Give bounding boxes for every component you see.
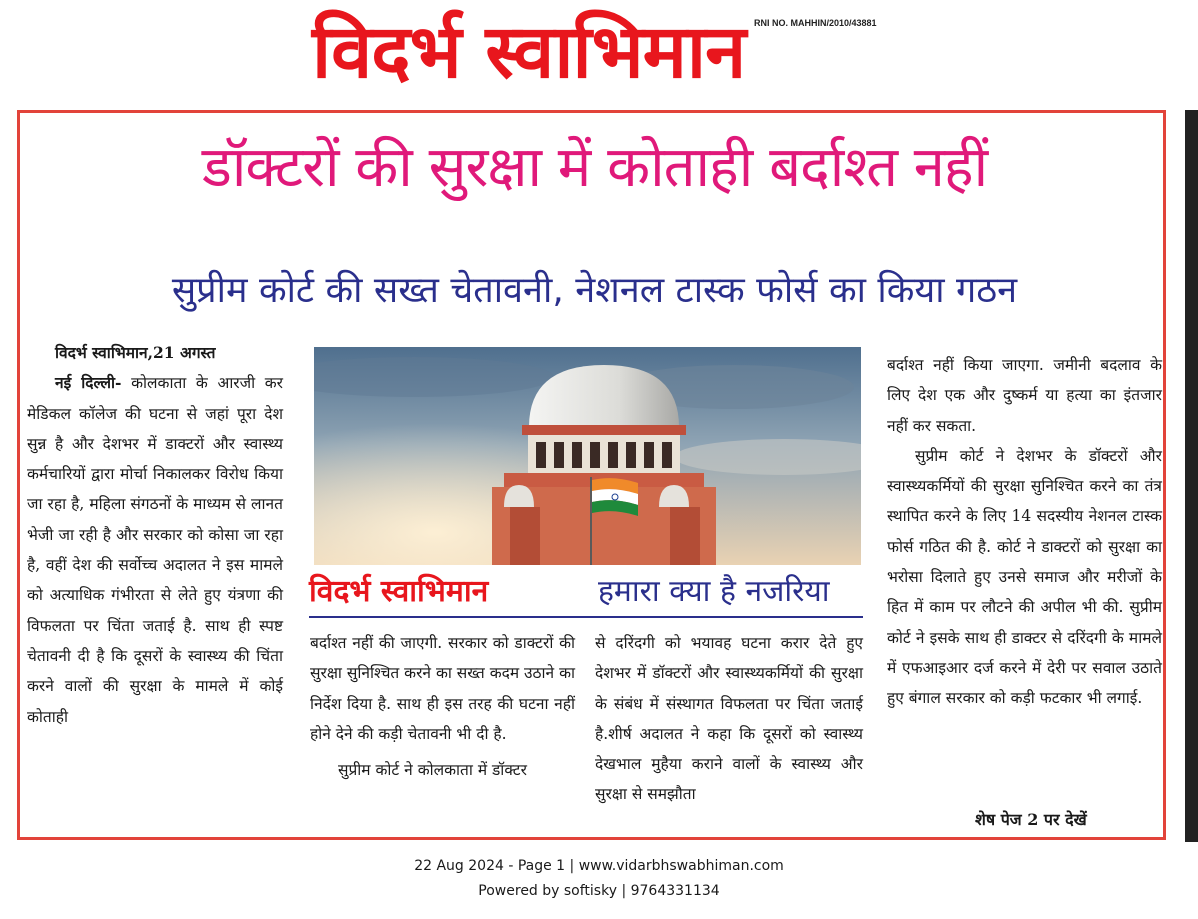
article-column-3 (595, 628, 863, 810)
column-1-body: कोलकाता के आरजी कर मेडिकल कॉलेज की घटना से जहां पूरा देश सुन्न है और देशभर में डाक्टरों और स्वास्थ्य कर्मचारियों द्वारा मोर्चा निकालकर विरोध किया जा रहा है, महिला संगठनों के माध्यम से लानत भेजी जा रही है और सरकार को कोसा जा रहा है, वहीं देश की सर्वोच्च अदालत ने इस मामले को अत्याधिक गंभीरता से लेते हुए यंत्रणा की विफलता पर चिंता जताई है. साथ ही स्पष्ट चेतावनी दी है कि दूसरों के स्वास्थ्य की चिंता करने वालों की सुरक्षा के मामले में कोई कोताही (27, 374, 283, 726)
column-2-paragraph-1: बर्दाश्त नहीं की जाएगी. सरकार को डाक्टरों की सुरक्षा सुनिश्चित करने का सख्त कदम उठाने का निर्देश दिया है. साथ ही इस तरह की घटना नहीं होने देने की कड़ी चेतावनी भी दी है. (310, 634, 575, 743)
article-column-4 (887, 350, 1162, 714)
column-3-paragraph: से दरिंदगी को भयावह घटना करार देते हुए देशभर में डॉक्टरों और स्वास्थ्यकर्मियों की सुरक्षा के संबंध में संस्थागत विफलता पर चिंता जताई है.शीर्ष अदालत ने कहा कि दूसरों को स्वास्थ्य देखभाल मुहैया कराने वालों के स्वास्थ्य और सुरक्षा से समझौता (595, 634, 863, 804)
dateline: नई दिल्ली- (55, 373, 122, 393)
rni-number: RNI NO. MAHHIN/2010/43881 (754, 18, 877, 28)
byline: विदर्भ स्वाभिमान,21 अगस्त (55, 343, 216, 362)
footer-credit: Powered by softisky | 9764331134 (478, 883, 720, 899)
supreme-court-illustration (314, 347, 861, 565)
article-column-2 (310, 628, 575, 785)
continued-on-page-2: शेष पेज 2 पर देखें (975, 810, 1087, 829)
section-banner (309, 566, 863, 618)
article-column-1 (27, 338, 283, 732)
page-edge-bar (1185, 110, 1198, 842)
article-headline: डॉक्टरों की सुरक्षा में कोताही बर्दाश्त नहीं (201, 135, 988, 200)
column-1-text (27, 368, 283, 732)
masthead-title: विदर्भ स्वाभिमान (312, 9, 746, 95)
banner-brand: विदर्भ स्वाभिमान (309, 574, 489, 609)
column-4-paragraph-2: सुप्रीम कोर्ट ने देशभर के डॉक्टरों और स्वास्थ्यकर्मियों की सुरक्षा सुनिश्चित करने का तंत्र स्थापित करने के लिए 14 सदस्यीय नेशनल टास्क फोर्स गठित की है. कोर्ट ने डाक्टरों को सुरक्षा का भरोसा दिलाते हुए उनसे समाज और मरीजों के हित में काम पर लौटने की अपील भी की. सुप्रीम कोर्ट ने इसके साथ ही डाक्टर से दरिंदगी के मामले में एफआइआर दर्ज करने में देरी पर सवाल उठाते हुए बंगाल सरकार को कड़ी फटकार भी लगाई. (887, 446, 1162, 708)
column-2-paragraph-2: सुप्रीम कोर्ट ने कोलकाता में डॉक्टर (338, 761, 527, 780)
banner-underline (309, 616, 863, 618)
footer-date-url: 22 Aug 2024 - Page 1 | www.vidarbhswabhiman.com (414, 858, 784, 874)
article-subheadline: सुप्रीम कोर्ट की सख्त चेतावनी, नेशनल टास्क फोर्स का किया गठन (171, 270, 1018, 311)
page-footer (0, 854, 1198, 904)
supreme-court-photo (314, 347, 861, 565)
masthead (0, 0, 1198, 108)
column-4-paragraph-1: बर्दाश्त नहीं किया जाएगा. जमीनी बदलाव के लिए देश एक और दुष्कर्म या हत्या का इंतजार नहीं कर सकता. (887, 356, 1162, 435)
banner-tagline: हमारा क्या है नजरिया (598, 574, 830, 609)
